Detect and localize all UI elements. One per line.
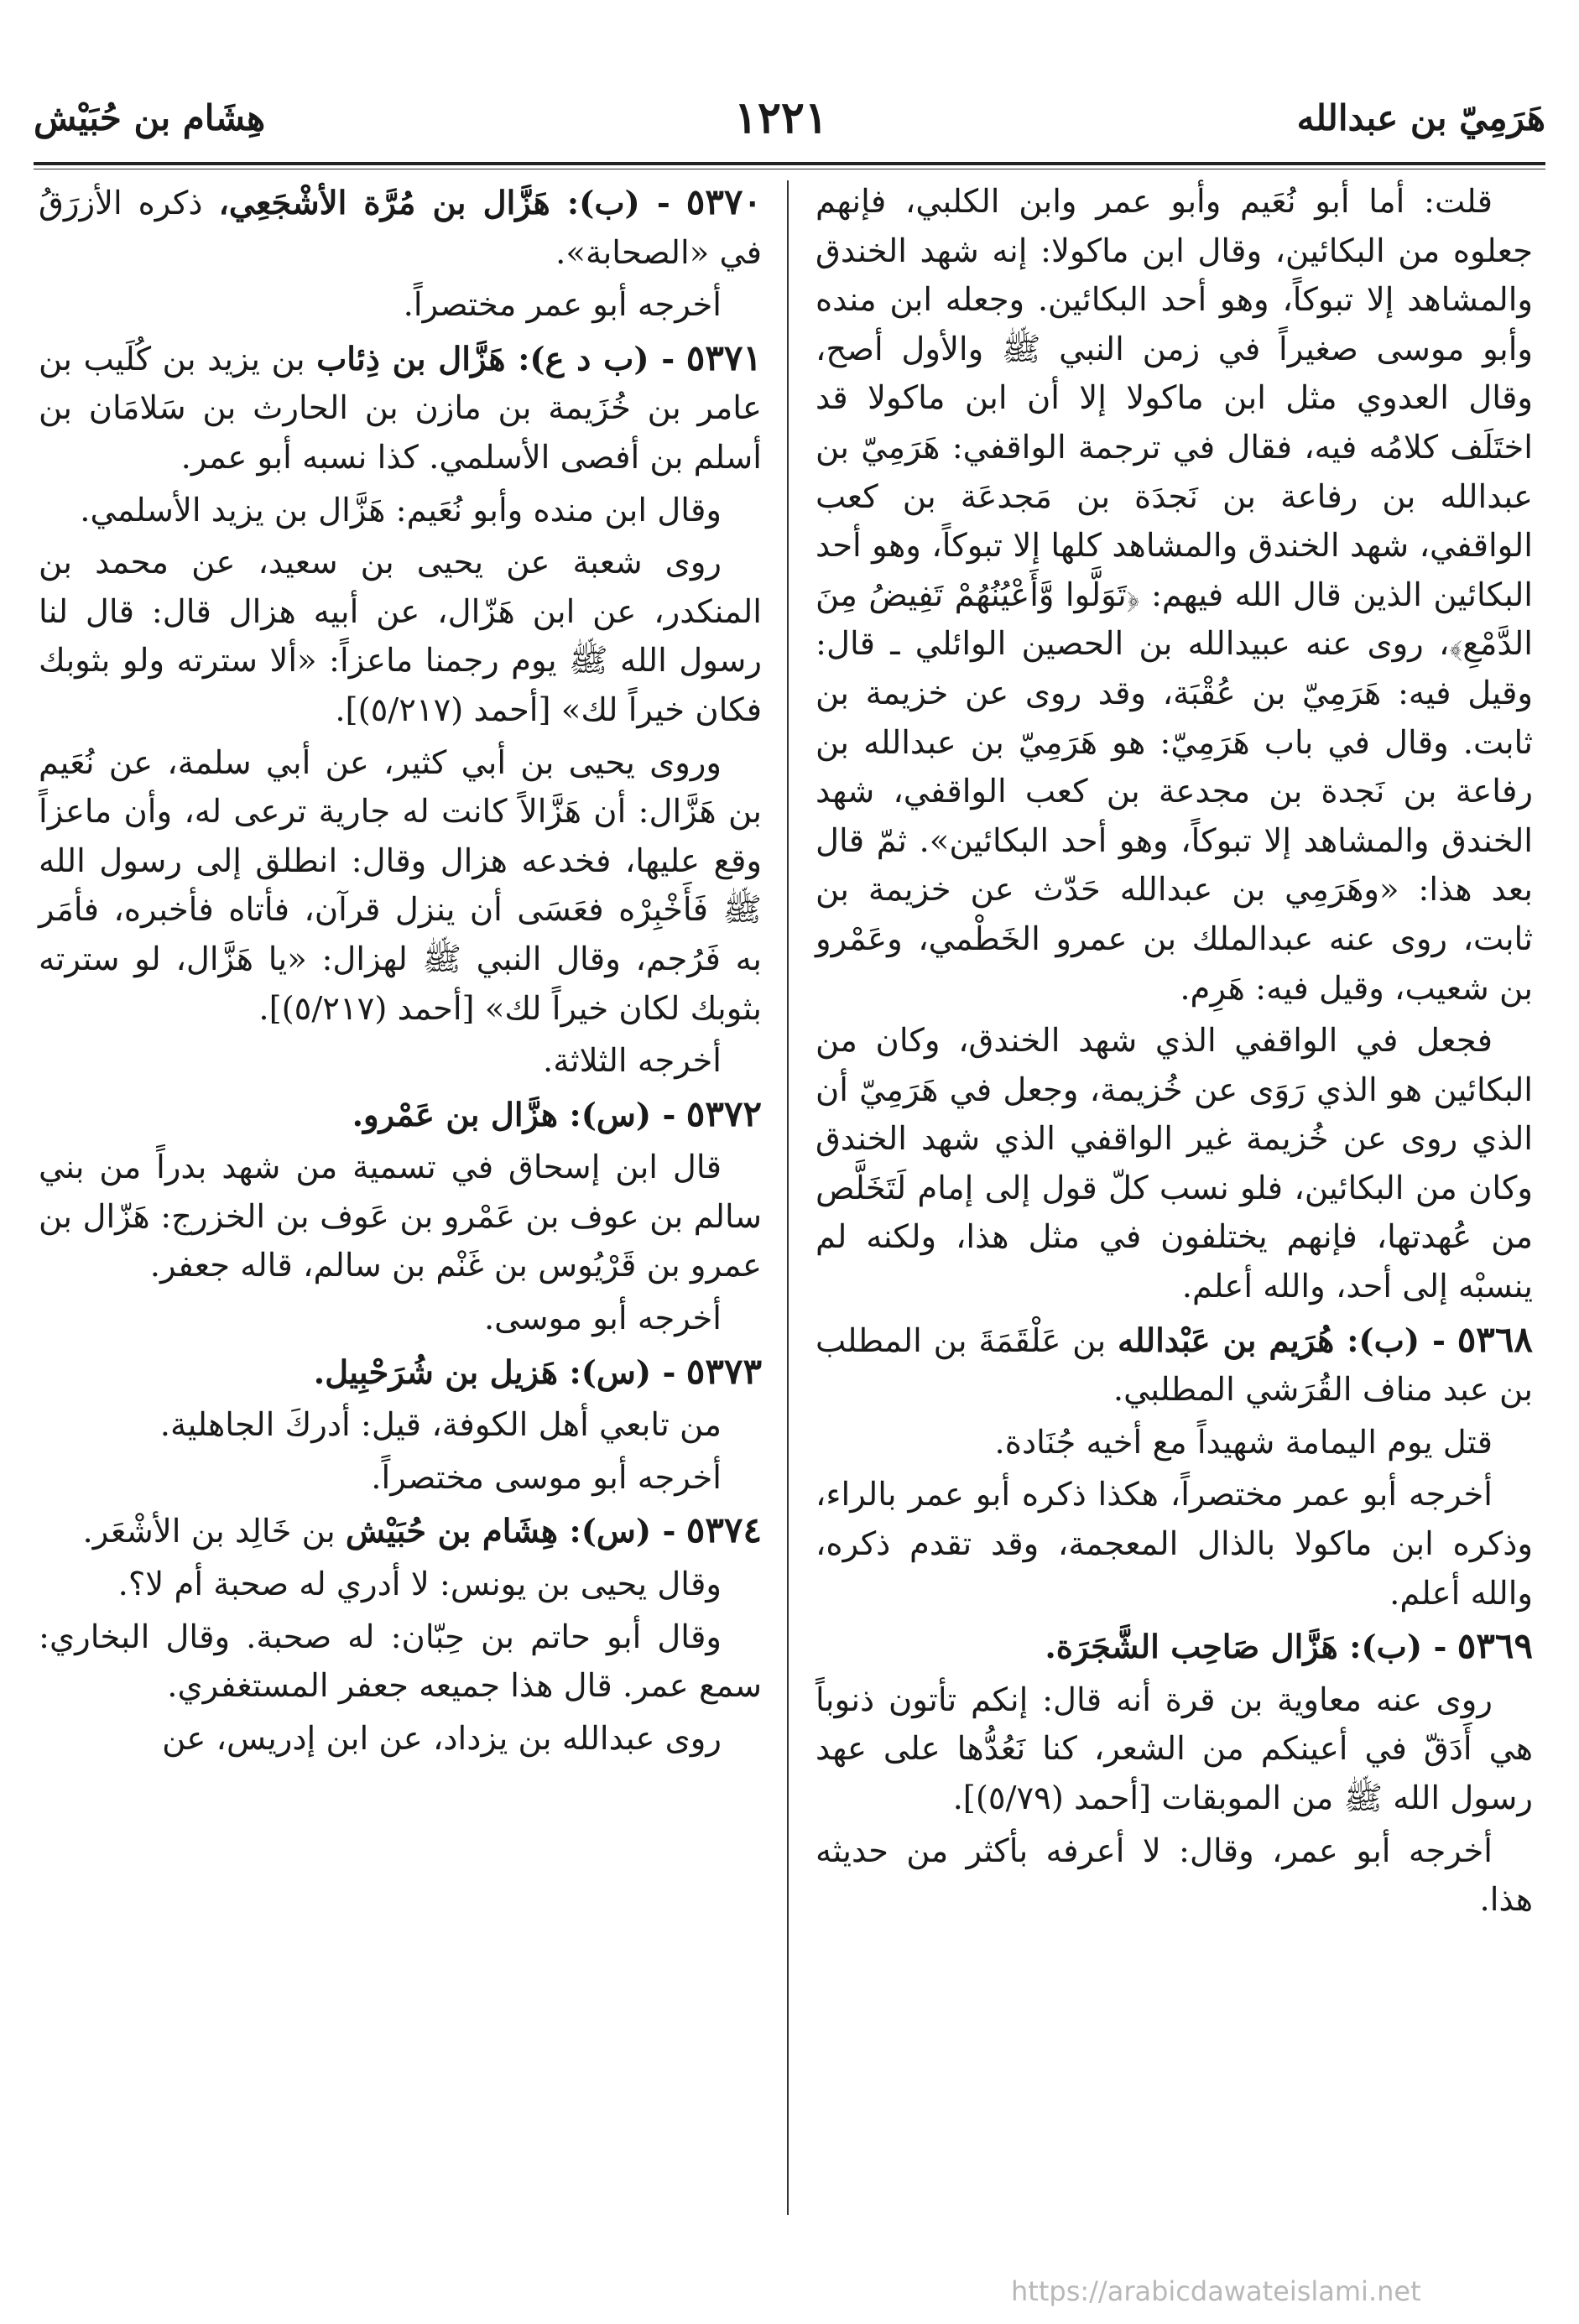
body-paragraph: أخرجه الثلاثة.: [542, 1042, 722, 1081]
entry-paragraph: [816, 1622, 1533, 1673]
entry-paragraph: [39, 1506, 762, 1557]
body-paragraph: فجعل في الواقفي الذي شهد الخندق، وكان من البكائين هو الذي رَوَى عن خُزيمة، وجعل في هَرَمِيّ أن الذي روى عن خُزيمة غير الواقفي الذي شهد الخندق وكان من البكائين، فلو نسب كلّ قول إلى إمام لَتَخَلَّص من عُهدتها، فإنهم يختلفون في مثل هذا، ولكنه لم ينسبْه إلى أحد، والله أعلم.: [816, 1022, 1533, 1306]
entry-heading: - (س): هِشَام بن حُبَيْش: [345, 1513, 676, 1551]
entry-heading: - (س): هزَّال بن عَمْرو.: [352, 1096, 676, 1134]
body-paragraph: أخرجه أبو عمر مختصراً، هكذا ذكره أبو عمر بالراء، وذكره ابن ماكولا بالذال المعجمة، وقد تقدم ذكره، والله أعلم.: [816, 1476, 1533, 1613]
entry-heading: - (س): هَزيل بن شُرَحْبِيل.: [313, 1353, 676, 1392]
entry-paragraph: [39, 178, 762, 278]
body-paragraph: روى عنه معاوية بن قرة أنه قال: إنكم تأتون ذنوباً هي أَدَقّ في أعينكم من الشعر، كنا نَعُدُّها على عهد رسول الله ﷺ من الموبقات [أحمد (٥/٧٩)].: [816, 1680, 1533, 1817]
watermark-url: https://arabicdawateislami.net: [1011, 2275, 1421, 2307]
column-divider: [787, 180, 789, 2215]
entry-paragraph: [39, 334, 762, 483]
entry-number: ٥٣٦٩: [1457, 1625, 1533, 1667]
entry-text: ذكره الأزرَقُ في «الصحابة».: [39, 185, 762, 272]
entry-text: بن خَالِد بن الأشْعَر.: [82, 1513, 346, 1551]
body-paragraph: وقال يحيى بن يونس: لا أدري له صحبة أم لا؟.: [117, 1566, 722, 1604]
entry-number: ٥٣٦٨: [1457, 1318, 1533, 1360]
body-paragraph: وروى يحيى بن أبي كثير، عن أبي سلمة، عن نُعَيم بن هَزَّال: أن هَزَّالاً كانت له جارية ترعى له، وأن ماعزاً وقع عليها، فخدعه هزال وقال: انطلق إلى رسول الله ﷺ فَأَخْبِرْه فعَسَى أن ينزل قرآن، فأتاه فأخبره، فأمَر به فَرُجم، وقال النبي ﷺ لهزال: «يا هَزَّال، لو سترته بثوبك لكان خيراً لك» [أحمد (٥/٢١٧)].: [39, 743, 762, 1028]
page-number: ١٢٢١: [734, 91, 828, 143]
entry-number: ٥٣٧٢: [685, 1092, 762, 1134]
entry-number: ٥٣٧٤: [685, 1509, 762, 1551]
entry-paragraph: [39, 1347, 762, 1399]
header-rule: [34, 162, 1545, 165]
body-paragraph: روى عبدالله بن يزداد، عن ابن إدريس، عن: [162, 1719, 722, 1758]
body-paragraph: قلت: أما أبو نُعَيم وأبو عمر وابن الكلبي، فإنهم جعلوه من البكائين، وقال ابن ماكولا: إنه شهد الخندق والمشاهد إلا تبوكاً، وهو أحد البكائين. وجعله ابن منده وأبو موسى صغيراً في زمن النبي ﷺ والأول أصح، وقال العدوي مثل ابن ماكولا إلا أن ابن ماكولا قد اختَلَف كلامُه فيه، فقال في ترجمة الواقفي: هَرَمِيّ بن عبدالله بن رفاعة بن نَجدَة بن مَجدعَة بن كعب الواقفي، شهد الخندق والمشاهد كلها إلا تبوكاً، وهو أحد البكائين الذين قال الله فيهم: ﴿تَوَلَّوا وَّأَعْيُنُهُمْ تَفِيضُ مِنَ الدَّمْعِ﴾، روى عنه عبيدالله بن الحصين الوائلي ـ قال: وقيل فيه: هَرَمِيّ بن عُقْبَة، وقد روى عن خزيمة بن ثابت. وقال في باب هَرَمِيّ: هو هَرَمِيّ بن عبدالله بن رفاعة بن نَجدة بن مجدعة بن كعب الواقفي، شهد الخندق والمشاهد إلا تبوكاً، وهو أحد البكائين». ثمّ قال بعد هذا: «وهَرَمِي بن عبدالله حَدّث عن خزيمة بن ثابت، روى عنه عبدالملك بن عمرو الخَطْمي، وعَمْرو بن شعيب، وقيل فيه: هَرِم.: [816, 183, 1533, 1008]
body-paragraph: وقال أبو حاتم بن حِبّان: له صحبة. وقال البخاري: سمع عمر. قال هذا جميعه جعفر المستغفري.: [39, 1618, 762, 1706]
body-paragraph: قتل يوم اليمامة شهيداً مع أخيه جُنَادة.: [994, 1423, 1493, 1462]
header-right-title: هَرَمِيّ بن عبدالله: [1296, 96, 1545, 138]
entry-number: ٥٣٧٣: [685, 1350, 762, 1392]
entry-number: ٥٣٧١: [685, 336, 763, 378]
body-paragraph: أخرجه أبو عمر مختصراً.: [403, 286, 722, 325]
body-paragraph: من تابعي أهل الكوفة، قيل: أدركَ الجاهلية.: [159, 1406, 722, 1445]
entry-heading: - (ب): هَزَّال صَاحِب الشَّجَرَة.: [1045, 1628, 1447, 1667]
entry-heading: - (ب): هُرَيم بن عَبْدالله: [1117, 1321, 1446, 1360]
body-paragraph: روى شعبة عن يحيى بن سعيد، عن محمد بن المنكدر، عن ابن هَزّال، عن أبيه هزال قال: قال لنا رسول الله ﷺ يوم رجمنا ماعزاً: «ألا سترته ولو بثوبك فكان خيراً لك» [أحمد (٥/٢١٧)].: [39, 544, 762, 729]
running-header: [34, 80, 1545, 155]
entry-heading: - (ب د ع): هَزَّال بن ذِئاب: [316, 340, 675, 378]
body-paragraph: أخرجه أبو عمر، وقال: لا أعرفه بأكثر من حديثه هذا.: [816, 1832, 1533, 1920]
body-paragraph: قال ابن إسحاق في تسمية من شهد بدراً من بني سالم بن عوف بن عَمْرو بن عَوف بن الخزرج: هَزّال بن عمرو بن قَرْيُوس بن غَنْم بن سالم، قاله جعفر.: [39, 1149, 762, 1285]
right-column: [816, 178, 1533, 1929]
body-paragraph: وقال ابن منده وأبو نُعَيم: هَزَّال بن يزيد الأسلمي.: [80, 491, 722, 529]
body-paragraph: أخرجه أبو موسى مختصراً.: [371, 1458, 722, 1497]
left-column: [39, 178, 762, 1767]
entry-text: بن عَلْقَمَةَ بن المطلب بن عبد مناف القُرَشي المطلبي.: [816, 1321, 1533, 1410]
entry-number: ٥٣٧٠: [685, 181, 762, 222]
entry-paragraph: [816, 1316, 1533, 1415]
entry-paragraph: [39, 1090, 762, 1141]
entry-text: بن يزيد بن كُلَيب بن عامر بن خُزَيمة بن مازن بن الحارث بن سَلامَان بن أسلم بن أفصى الأسلمي. كذا نسبه أبو عمر.: [39, 340, 762, 477]
body-paragraph: أخرجه أبو موسى.: [483, 1300, 722, 1338]
header-left-title: هِشَام بن حُبَيْش: [34, 96, 266, 138]
entry-heading: - (ب): هَزَّال بن مُرَّة الأشْجَعِي،: [218, 185, 670, 222]
